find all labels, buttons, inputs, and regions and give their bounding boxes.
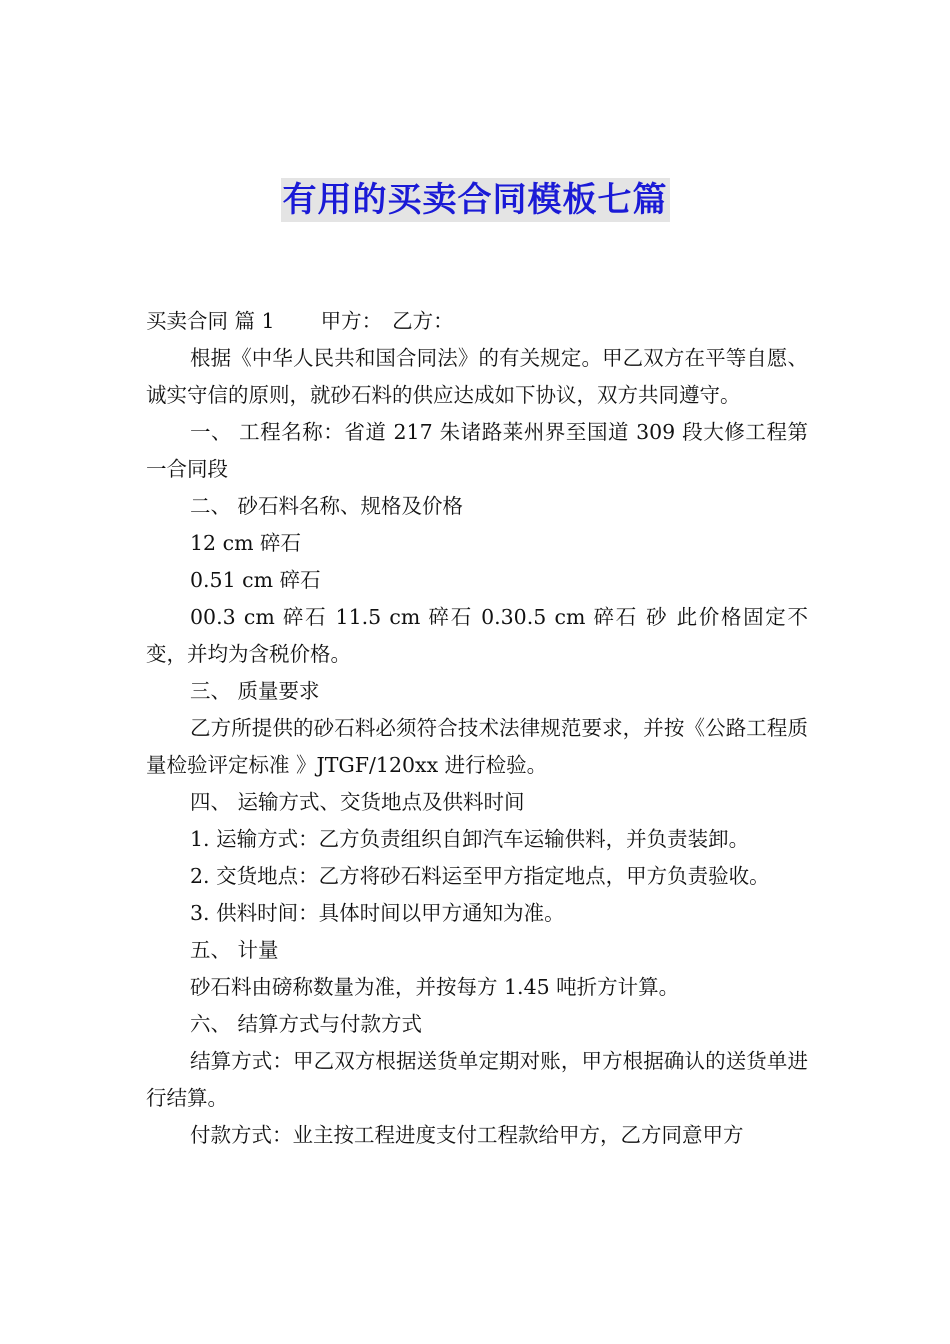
section-heading-settlement: 六、 结算方式与付款方式 — [190, 1012, 423, 1036]
document-body — [146, 303, 808, 1154]
paragraph-measurement: 砂石料由磅称数量为准，并按每方 1.45 吨折方计算。 — [190, 975, 680, 999]
party-b-label: 乙方： — [392, 309, 454, 333]
paragraph-material-item: 0.51 cm 碎石 — [190, 568, 321, 592]
paragraph-delivery-location: 2. 交货地点：乙方将砂石料运至甲方指定地点，甲方负责验收。 — [190, 864, 770, 888]
contract-section-label: 买卖合同 篇 1 — [146, 309, 275, 333]
paragraph-material-item: 12 cm 碎石 — [190, 531, 302, 555]
paragraph-intro: 根据《中华人民共和国合同法》的有关规定。甲乙双方在平等自愿、诚实守信的原则，就砂石料的供应达成如下协议，双方共同遵守。 — [146, 346, 808, 407]
section-heading-quality: 三、 质量要求 — [190, 679, 320, 703]
paragraph-material-price: 00.3 cm 碎石 11.5 cm 碎石 0.30.5 cm 碎石 砂 此价格固定不变，并均为含税价格。 — [146, 605, 808, 666]
title-container — [0, 178, 950, 222]
party-a-label: 甲方： — [320, 309, 383, 333]
section-heading-materials: 二、 砂石料名称、规格及价格 — [190, 494, 464, 518]
section-heading-transport: 四、 运输方式、交货地点及供料时间 — [190, 790, 525, 814]
section-heading-measurement: 五、 计量 — [190, 938, 279, 962]
paragraph-project-name: 一、 工程名称：省道 217 朱诸路莱州界至国道 309 段大修工程第一合同段 — [146, 420, 808, 481]
contract-header-line — [146, 303, 808, 340]
paragraph-settlement: 结算方式：甲乙双方根据送货单定期对账，甲方根据确认的送货单进行结算。 — [146, 1049, 808, 1110]
paragraph-quality: 乙方所提供的砂石料必须符合技术法律规范要求，并按《公路工程质量检验评定标准 》JTGF/120xx 进行检验。 — [146, 716, 808, 777]
paragraph-payment: 付款方式：业主按工程进度支付工程款给甲方，乙方同意甲方 — [190, 1123, 744, 1147]
paragraph-transport-method: 1. 运输方式：乙方负责组织自卸汽车运输供料，并负责装卸。 — [190, 827, 750, 851]
document-title: 有用的买卖合同模板七篇 — [282, 180, 668, 220]
paragraph-supply-time: 3. 供料时间：具体时间以甲方通知为准。 — [190, 901, 565, 925]
